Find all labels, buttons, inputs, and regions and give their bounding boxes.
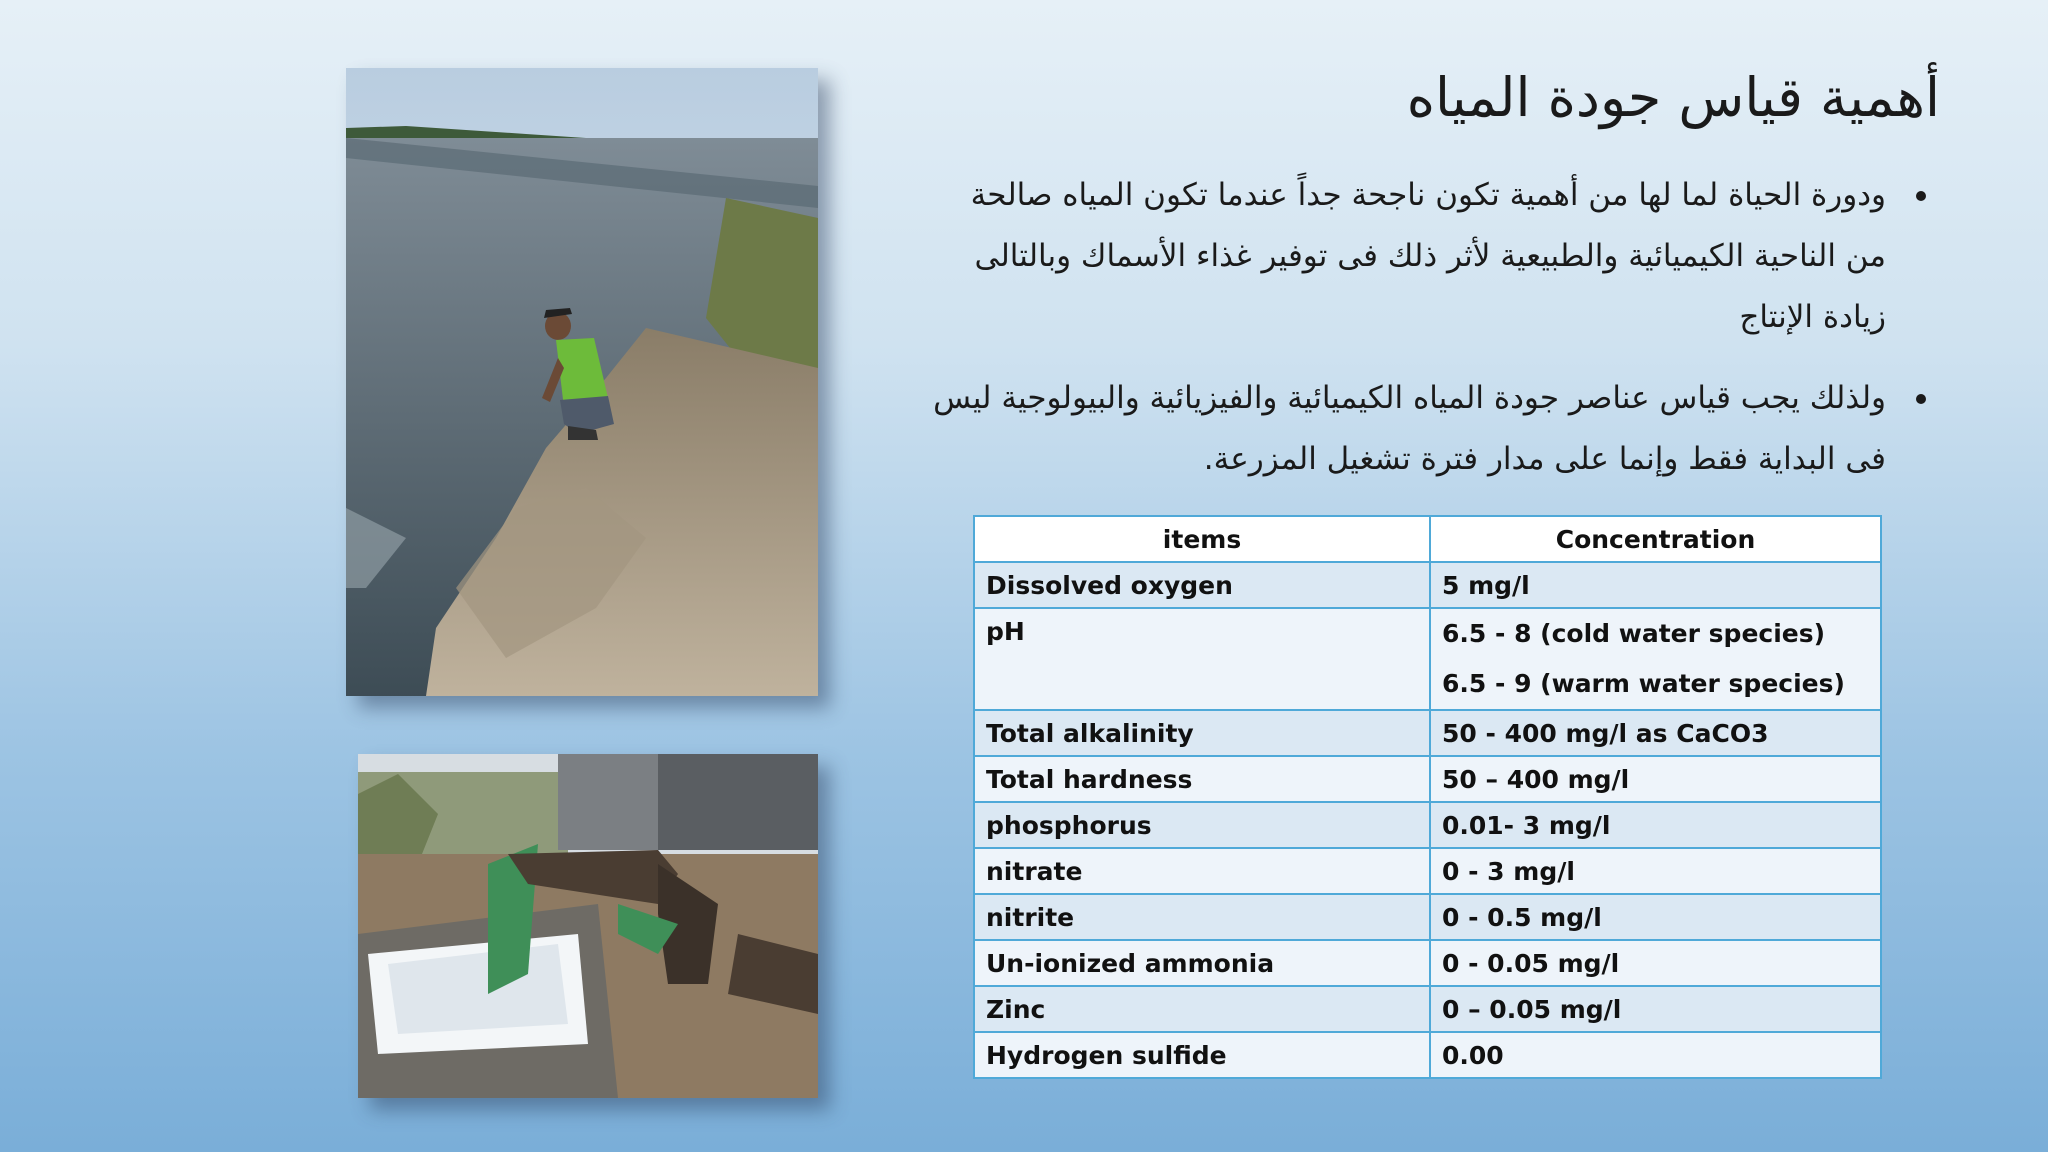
table-row: [974, 710, 1881, 756]
bullet-dot-icon: [1916, 394, 1926, 404]
table-row: [974, 940, 1881, 986]
bullet-item: [926, 368, 1926, 490]
table-row: [974, 894, 1881, 940]
value-line: 6.5 - 8 (cold water species): [1442, 619, 1826, 648]
item-cell: nitrate: [974, 848, 1430, 894]
value-line: 6.5 - 9 (warm water species): [1442, 669, 1845, 698]
bullet-list: [926, 165, 1926, 510]
value-cell: 50 - 400 mg/l as CaCO3: [1430, 710, 1881, 756]
table-row: [974, 562, 1881, 608]
column-header-items: items: [974, 516, 1430, 562]
lake-photo: [346, 68, 818, 696]
value-cell: 0.01- 3 mg/l: [1430, 802, 1881, 848]
item-cell: Dissolved oxygen: [974, 562, 1430, 608]
item-cell: Un-ionized ammonia: [974, 940, 1430, 986]
bullet-text: ولذلك يجب قياس عناصر جودة المياه الكيميائية والفيزيائية والبيولوجية ليس فى البداية فقط وإنما على مدار فترة تشغيل المزرعة.: [933, 380, 1886, 477]
value-cell: 50 – 400 mg/l: [1430, 756, 1881, 802]
value-cell: 0 - 3 mg/l: [1430, 848, 1881, 894]
table-row: [974, 986, 1881, 1032]
item-cell: Total alkalinity: [974, 710, 1430, 756]
item-cell: Hydrogen sulfide: [974, 1032, 1430, 1078]
bullet-dot-icon: [1916, 191, 1926, 201]
item-cell: phosphorus: [974, 802, 1430, 848]
value-cell: 0.00: [1430, 1032, 1881, 1078]
value-cell: 0 - 0.05 mg/l: [1430, 940, 1881, 986]
value-cell: [1430, 608, 1881, 710]
lake-photo-image: [346, 68, 818, 696]
value-cell: 0 - 0.5 mg/l: [1430, 894, 1881, 940]
table-row: [974, 848, 1881, 894]
pump-photo-image: [358, 754, 818, 1098]
bullet-item: [926, 165, 1926, 348]
item-cell: pH: [974, 608, 1430, 710]
table-row: [974, 1032, 1881, 1078]
table-row: [974, 756, 1881, 802]
value-cell: 5 mg/l: [1430, 562, 1881, 608]
table-header-row: [974, 516, 1881, 562]
item-cell: Zinc: [974, 986, 1430, 1032]
table-row: [974, 802, 1881, 848]
column-header-concentration: Concentration: [1430, 516, 1881, 562]
item-cell: nitrite: [974, 894, 1430, 940]
value-cell: 0 – 0.05 mg/l: [1430, 986, 1881, 1032]
bullet-text: ودورة الحياة لما لها من أهمية تكون ناجحة جداً عندما تكون المياه صالحة من الناحية الكيميائية والطبيعية لأثر ذلك فى توفير غذاء الأسماك وبالتالى زيادة الإنتاج: [970, 177, 1886, 335]
table-row: [974, 608, 1881, 710]
water-quality-table: [973, 515, 1882, 1079]
pump-photo: [358, 754, 818, 1098]
item-cell: Total hardness: [974, 756, 1430, 802]
slide-title: أهمية قياس جودة المياه: [1406, 66, 1940, 129]
